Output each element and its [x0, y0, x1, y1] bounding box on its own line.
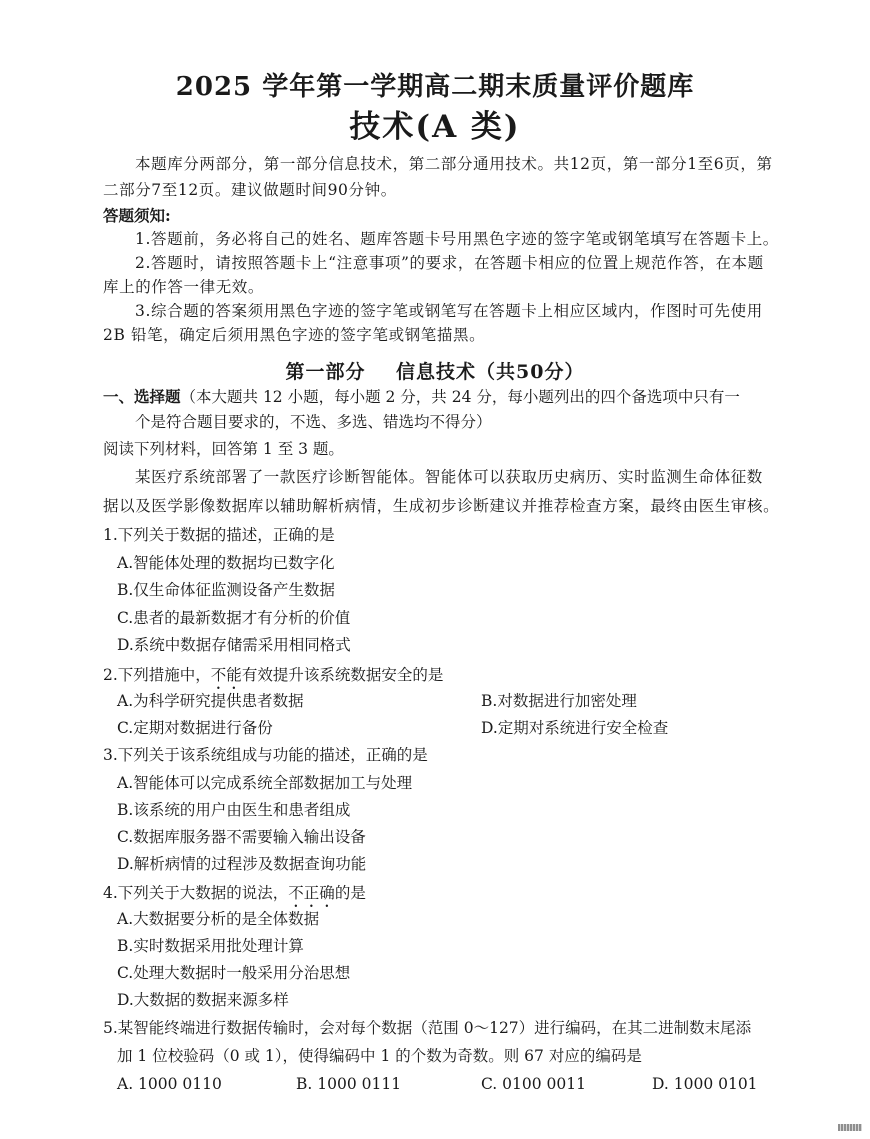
material-line-2: 据以及医学影像数据库以辅助解析病情，生成初步诊断建议并推荐检查方案，最终由医生审核。	[103, 497, 780, 515]
material-line-1: 某医疗系统部署了一款医疗诊断智能体。智能体可以获取历史病历、实时监测生命体征数	[135, 468, 763, 486]
intro-line-2: 二部分7至12页。建议做题时间90分钟。	[103, 181, 397, 199]
question-4-emphasis: 不正确	[288, 884, 335, 902]
question-1-option-c: C.患者的最新数据才有分析的价值	[117, 609, 351, 627]
question-5-option-c: C. 0100 0011	[481, 1075, 586, 1093]
question-3-option-a: A.智能体可以完成系统全部数据加工与处理	[117, 774, 413, 792]
question-4-option-d: D.大数据的数据来源多样	[117, 991, 289, 1009]
part-label: 一、选择题	[103, 387, 181, 406]
question-2-option-d: D.定期对系统进行安全检查	[481, 719, 669, 737]
question-2-option-b: B.对数据进行加密处理	[481, 692, 637, 710]
part-description-2: 个是符合题目要求的，不选、多选、错选均不得分）	[135, 413, 492, 431]
question-1-option-d: D.系统中数据存储需采用相同格式	[117, 636, 351, 654]
question-4-option-a: A.大数据要分析的是全体数据	[117, 910, 320, 928]
note-3-line-2: 2B 铅笔，确定后须用黑色字迹的签字笔或钢笔描黑。	[103, 326, 486, 344]
question-4-option-b: B.实时数据采用批处理计算	[117, 937, 304, 955]
question-1-option-a: A.智能体处理的数据均已数字化	[117, 554, 335, 572]
question-5-option-b: B. 1000 0111	[296, 1075, 402, 1093]
question-5-option-d: D. 1000 0101	[652, 1075, 758, 1093]
question-1-stem: 1.下列关于数据的描述，正确的是	[103, 526, 335, 544]
question-5-stem-line-2: 加 1 位校验码（0 或 1），使得编码中 1 的个数为奇数。则 67 对应的编码是	[117, 1047, 642, 1065]
question-2-option-c: C.定期对数据进行备份	[117, 719, 273, 737]
question-2-stem-end: 有效提升该系统数据安全的是	[241, 666, 444, 684]
question-2-stem-start: 2.下列措施中，	[103, 666, 211, 684]
note-2-line-1: 2.答题时，请按照答题卡上“注意事项”的要求，在答题卡相应的位置上规范作答，在本题	[135, 254, 764, 272]
question-2-option-a: A.为科学研究提供患者数据	[117, 692, 304, 710]
question-4-stem-end: 的是	[334, 884, 366, 902]
note-3-line-1: 3.综合题的答案须用黑色字迹的签字笔或钢笔写在答题卡上相应区域内，作图时可先使用	[135, 302, 763, 320]
question-5-option-a: A. 1000 0110	[117, 1075, 222, 1093]
reading-prompt: 阅读下列材料，回答第 1 至 3 题。	[103, 440, 344, 458]
note-1: 1.答题前，务必将自己的姓名、题库答题卡号用黑色字迹的签字笔或钢笔填写在答题卡上。	[135, 230, 779, 248]
notes-heading: 答题须知:	[103, 206, 171, 225]
exam-title: 2025 学年第一学期高二期末质量评价题库	[175, 72, 695, 102]
section-title: 第一部分 信息技术（共50分）	[285, 361, 585, 383]
part-description-1: （本大题共 12 小题，每小题 2 分，共 24 分，每小题列出的四个备选项中只有一	[180, 388, 740, 406]
note-2-line-2: 库上的作答一律无效。	[103, 278, 265, 296]
question-2-emphasis: 不能	[210, 666, 242, 684]
exam-subtitle: 技术(A 类)	[349, 109, 521, 145]
question-4-stem-start: 4.下列关于大数据的说法，	[103, 884, 289, 902]
question-4-stem	[103, 884, 366, 911]
question-5-stem-line-1: 5.某智能终端进行数据传输时，会对每个数据（范围 0～127）进行编码，在其二进制数末尾添	[103, 1019, 752, 1037]
intro-line-1: 本题库分两部分，第一部分信息技术，第二部分通用技术。共12页，第一部分1至6页，第	[135, 155, 773, 173]
scanner-watermark	[838, 1124, 862, 1131]
question-3-option-d: D.解析病情的过程涉及数据查询功能	[117, 855, 367, 873]
question-3-stem: 3.下列关于该系统组成与功能的描述，正确的是	[103, 746, 428, 764]
question-3-option-b: B.该系统的用户由医生和患者组成	[117, 801, 351, 819]
part-header	[103, 389, 740, 406]
question-3-option-c: C.数据库服务器不需要输入输出设备	[117, 828, 366, 846]
question-2-stem	[103, 666, 443, 693]
question-1-option-b: B.仅生命体征监测设备产生数据	[117, 581, 335, 599]
question-4-option-c: C.处理大数据时一般采用分治思想	[117, 964, 351, 982]
